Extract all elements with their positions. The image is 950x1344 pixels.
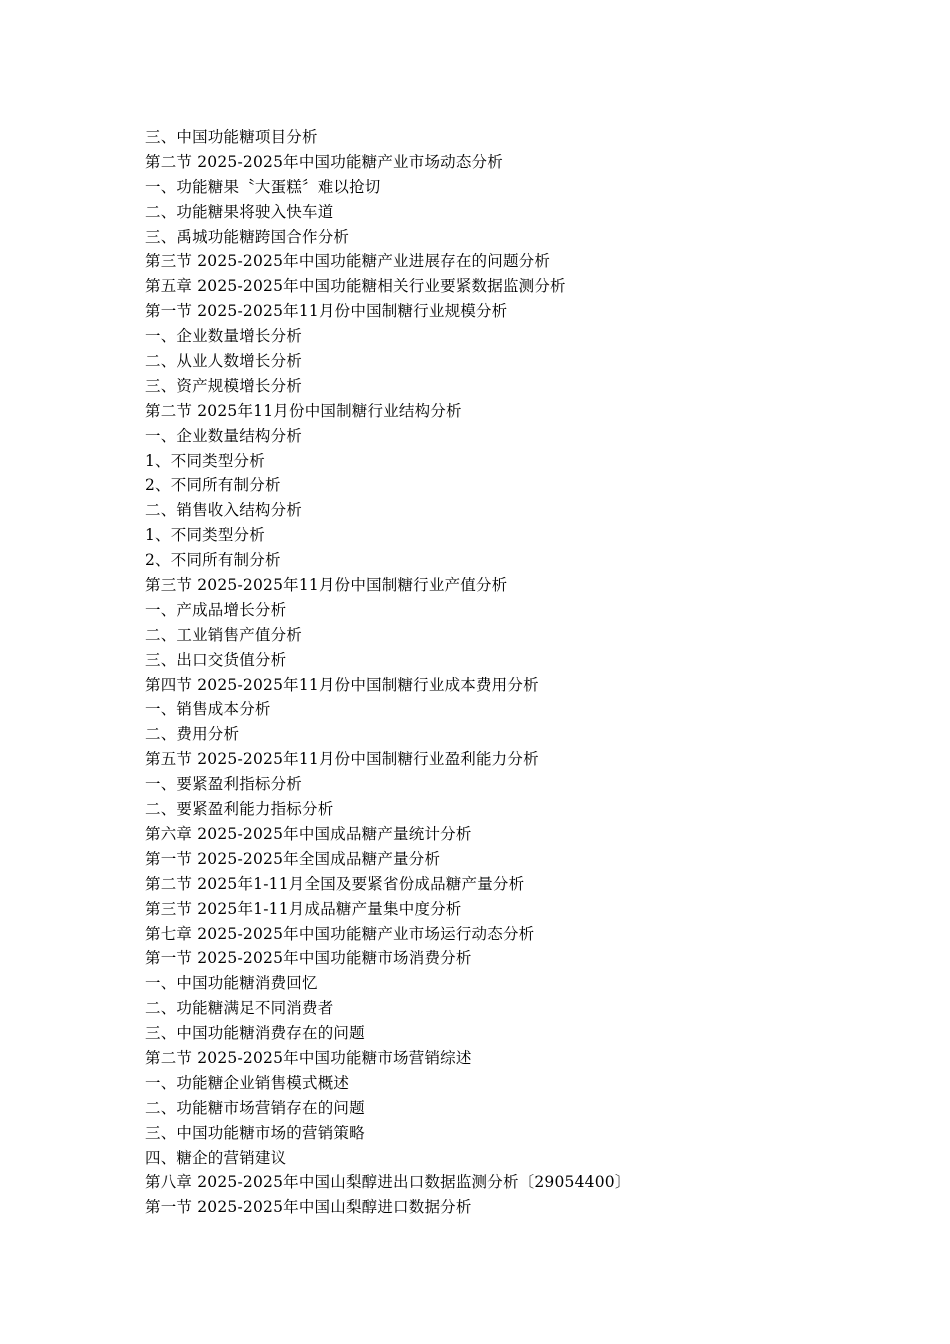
- toc-line: 二、功能糖满足不同消费者: [145, 999, 334, 1018]
- toc-line: 一、企业数量增长分析: [145, 327, 303, 346]
- toc-line: 第二节 2025-2025年中国功能糖产业市场动态分析: [145, 152, 503, 171]
- toc-line: 第一节 2025-2025年全国成品糖产量分析: [145, 849, 441, 868]
- toc-line: 第二节 2025年11月份中国制糖行业结构分析: [145, 401, 462, 420]
- toc-line: 第五节 2025-2025年11月份中国制糖行业盈利能力分析: [145, 750, 539, 769]
- toc-line: 四、糖企的营销建议: [145, 1148, 287, 1167]
- toc-line: 第一节 2025-2025年中国功能糖市场消费分析: [145, 949, 472, 968]
- table-of-contents: [145, 125, 905, 1220]
- toc-line: 第三节 2025-2025年11月份中国制糖行业产值分析: [145, 576, 508, 595]
- toc-line: 三、资产规模增长分析: [145, 376, 303, 395]
- toc-line: 第八章 2025-2025年中国山梨醇进出口数据监测分析〔29054400〕: [145, 1173, 631, 1192]
- toc-line: 第一节 2025-2025年中国山梨醇进口数据分析: [145, 1198, 472, 1217]
- toc-line: 2、不同所有制分析: [145, 476, 281, 495]
- toc-line: 三、出口交货值分析: [145, 650, 287, 669]
- toc-line: 二、功能糖果将驶入快车道: [145, 202, 334, 221]
- toc-line: 一、企业数量结构分析: [145, 426, 303, 445]
- toc-line: 二、工业销售产值分析: [145, 625, 303, 644]
- toc-line: 三、中国功能糖市场的营销策略: [145, 1123, 365, 1142]
- toc-line: 第三节 2025-2025年中国功能糖产业进展存在的问题分析: [145, 252, 551, 271]
- toc-line: 第四节 2025-2025年11月份中国制糖行业成本费用分析: [145, 675, 539, 694]
- toc-line: 一、功能糖企业销售模式概述: [145, 1073, 350, 1092]
- toc-line: 1、不同类型分析: [145, 526, 265, 545]
- toc-line: 二、功能糖市场营销存在的问题: [145, 1098, 365, 1117]
- toc-line: 一、产成品增长分析: [145, 600, 287, 619]
- toc-line: 第五章 2025-2025年中国功能糖相关行业要紧数据监测分析: [145, 277, 566, 296]
- toc-line: 二、要紧盈利能力指标分析: [145, 800, 334, 819]
- toc-line: 第六章 2025-2025年中国成品糖产量统计分析: [145, 824, 472, 843]
- toc-line: 二、费用分析: [145, 725, 240, 744]
- toc-line: 第三节 2025年1-11月成品糖产量集中度分析: [145, 899, 462, 918]
- toc-line: 第一节 2025-2025年11月份中国制糖行业规模分析: [145, 302, 508, 321]
- toc-line: 第二节 2025-2025年中国功能糖市场营销综述: [145, 1048, 472, 1067]
- toc-line: 一、要紧盈利指标分析: [145, 775, 303, 794]
- toc-line: 三、禹城功能糖跨国合作分析: [145, 227, 350, 246]
- toc-line: 第七章 2025-2025年中国功能糖产业市场运行动态分析: [145, 924, 535, 943]
- toc-line: 二、从业人数增长分析: [145, 352, 303, 371]
- toc-line: 一、销售成本分析: [145, 700, 271, 719]
- toc-line: 1、不同类型分析: [145, 451, 265, 470]
- toc-line: 三、中国功能糖项目分析: [145, 128, 318, 146]
- toc-line: 三、中国功能糖消费存在的问题: [145, 1024, 365, 1043]
- toc-line: 一、中国功能糖消费回忆: [145, 974, 318, 993]
- toc-line: 一、功能糖果〝大蛋糕〞难以抢切: [145, 177, 381, 196]
- toc-line: 二、销售收入结构分析: [145, 501, 303, 520]
- toc-line: 第二节 2025年1-11月全国及要紧省份成品糖产量分析: [145, 874, 525, 893]
- toc-line: 2、不同所有制分析: [145, 551, 281, 570]
